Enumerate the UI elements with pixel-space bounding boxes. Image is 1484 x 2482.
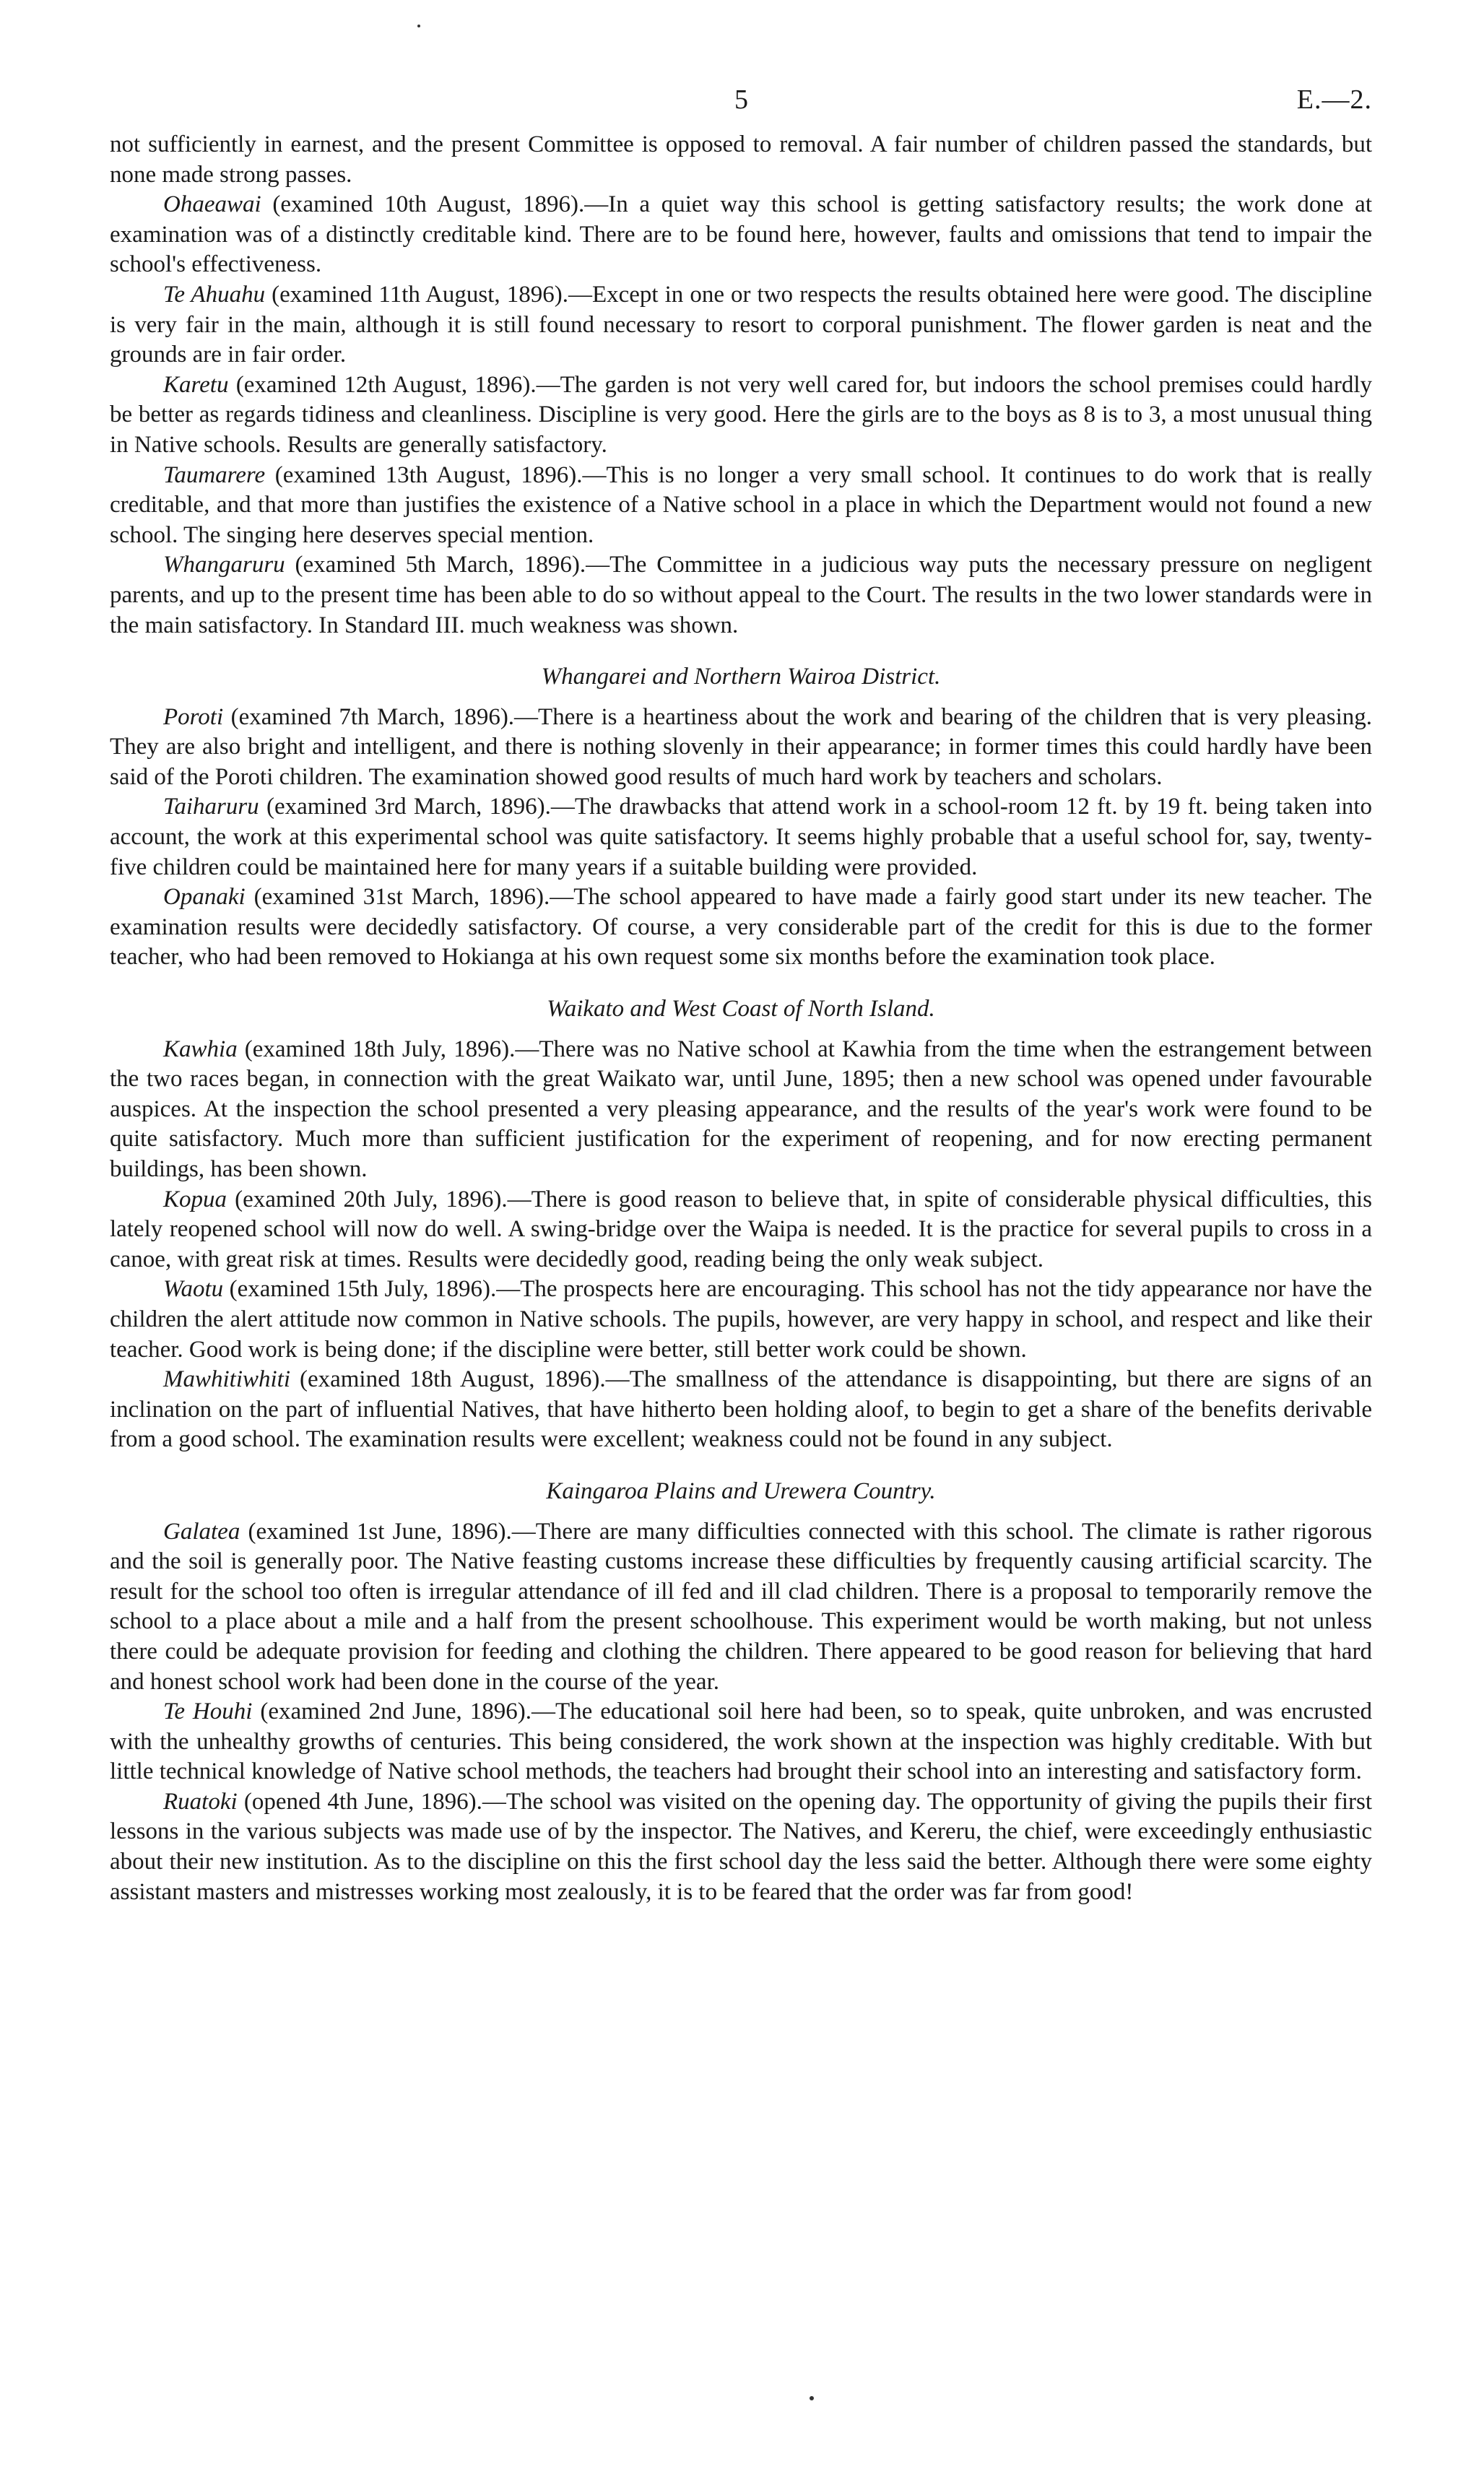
section-whangarei	[110, 662, 1372, 973]
report-text: (examined 5th March, 1896).—The Committee in a judicious way puts the necessary pressure on negligent parents, and up to the present time has been able to do so without appeal to the Court. The results in the two lower standards were in the main satisfactory. In Standard III. much weakness was shown.	[110, 552, 1372, 638]
report-text: (examined 11th August, 1896).—Except in one or two respects the results obtained here were good. The discipline is very fair in the main, although it is still found necessary to resort to corporal punishment. The flower garden is neat and the grounds are in fair order.	[110, 281, 1372, 368]
section-heading: Waikato and West Coast of North Island.	[547, 996, 935, 1023]
section-waikato	[110, 994, 1372, 1455]
school-name: Te Ahuahu	[163, 281, 266, 308]
report-text: (examined 3rd March, 1896).—The drawbacks that attend work in a school-room 12 ft. by 19 ft. being taken into account, the work at this experimental school was quite satisfactory. It seems highly probable that a useful school for, say, twenty-five children could be maintained here for many years if a suitable building were provided.	[110, 794, 1372, 880]
document-page	[110, 85, 1372, 1907]
school-name: Poroti	[163, 703, 224, 730]
school-report	[110, 703, 1372, 793]
document-reference: E.—2.	[1296, 84, 1372, 115]
school-report	[110, 1697, 1372, 1787]
report-text: (examined 15th July, 1896).—The prospects here are encouraging. This school has not the tidy appearance nor have the children the alert attitude now common in Native schools. The pupils, however, are very happy in school, and respect and like their teacher. Good work is being done; if the discipline were better, still better work could be shown.	[110, 1276, 1372, 1363]
school-name: Galatea	[163, 1518, 240, 1545]
report-text: (examined 1st June, 1896).—There are many difficulties connected with this school. The climate is rather rigorous and the soil is generally poor. The Native feasting customs increase these difficulties by frequently causing artificial scarcity. The result for the school too often is irregular attendance of ill fed and ill clad children. There is a proposal to temporarily remove the school to a place about a mile and a half from the present schoolhouse. This experiment would be worth making, but not unless there could be adequate provision for feeding and clothing the children. There appeared to be good reason for believing that hard and honest school work had been done in the course of the year.	[110, 1518, 1372, 1695]
school-report	[110, 1035, 1372, 1185]
school-report	[110, 370, 1372, 461]
school-name: Taiharuru	[163, 794, 259, 820]
school-report	[110, 1787, 1372, 1907]
report-text: (examined 13th August, 1896).—This is no longer a very small school. It continues to do work that is really creditable, and that more than justifies the existence of a Native school in a place in which the Department would not found a new school. The singing here deserves special mention.	[110, 461, 1372, 548]
school-name: Kopua	[163, 1186, 227, 1212]
continued-paragraph: not sufficiently in earnest, and the present Committee is opposed to removal. A fair number of children passed the standards, but none made strong passes.	[110, 131, 1372, 188]
school-report	[110, 1275, 1372, 1365]
school-name: Mawhitiwhiti	[163, 1366, 291, 1393]
page-number: 5	[734, 84, 748, 115]
report-text: (examined 12th August, 1896).—The garden is not very well cared for, but indoors the school premises could hardly be better as regards tidiness and cleanliness. Discipline is very good. Here the girls are to the boys as 8 is to 3, a most unusual thing in Native schools. Results are generally satisfactory.	[110, 371, 1372, 458]
report-text: (examined 18th July, 1896).—There was no Native school at Kawhia from the time when the estrangement between the two races began, in connection with the great Waikato war, until June, 1895; then a new school was opened under favourable auspices. At the inspection the school presented a very pleasing appearance, and the results of the year's work were found to be quite satisfactory. Much more than sufficient justification for the experiment of reopening, and for now erecting permanent buildings, has been shown.	[110, 1036, 1372, 1182]
report-text: (examined 7th March, 1896).—There is a heartiness about the work and bearing of the children that is very pleasing. They are also bright and intelligent, and there is nothing slovenly in their appearance; in former times this could hardly have been said of the Poroti children. The examination showed good results of much hard work by teachers and scholars.	[110, 703, 1372, 790]
school-report	[110, 1517, 1372, 1698]
school-report	[110, 792, 1372, 882]
report-text: (examined 31st March, 1896).—The school appeared to have made a fairly good start under its new teacher. The examination results were decidedly satisfactory. Of course, a very considerable part of the credit for this is due to the former teacher, who had been removed to Hokianga at his own request some six months before the examination took place.	[110, 884, 1372, 971]
school-name: Ohaeawai	[163, 191, 261, 218]
section-heading: Kaingaroa Plains and Urewera Country.	[546, 1478, 936, 1504]
printing-mark-top	[417, 25, 420, 27]
school-report	[110, 461, 1372, 551]
report-text: (examined 20th July, 1896).—There is good reason to believe that, in spite of considerable physical difficulties, this lately reopened school will now do well. A swing-bridge over the Waipa is needed. It is the practice for several pupils to cross in a canoe, with great risk at times. Results were decidedly good, reading being the only weak subject.	[110, 1186, 1372, 1272]
section-northern	[110, 190, 1372, 641]
school-report	[110, 882, 1372, 973]
school-report	[110, 1365, 1372, 1455]
school-name: Whangaruru	[163, 552, 285, 578]
school-report	[110, 190, 1372, 280]
school-name: Karetu	[163, 371, 229, 398]
school-report	[110, 1185, 1372, 1275]
report-text: (opened 4th June, 1896).—The school was visited on the opening day. The opportunity of giving the pupils their first lessons in the various subjects was made use of by the inspector. The Natives, and Kereru, the chief, were exceedingly enthusiastic about their new institution. As to the discipline on this the first school day the less said the better. Although there were some eighty assistant masters and mistresses working most zealously, it is to be feared that the order was far from good!	[110, 1788, 1372, 1905]
school-name: Opanaki	[163, 884, 246, 911]
section-heading: Whangarei and Northern Wairoa District.	[541, 664, 941, 690]
school-report	[110, 550, 1372, 641]
school-name: Taumarere	[163, 461, 266, 488]
school-report	[110, 280, 1372, 370]
school-name: Te Houhi	[163, 1698, 253, 1725]
report-text: (examined 2nd June, 1896).—The educational soil here had been, so to speak, quite unbroken, and was encrusted with the unhealthy growths of centuries. This being considered, the work shown at the inspection was highly creditable. With but little technical knowledge of Native school methods, the teachers had brought their school into an interesting and satisfactory form.	[110, 1698, 1372, 1785]
section-kaingaroa	[110, 1477, 1372, 1907]
report-text: (examined 18th August, 1896).—The smallness of the attendance is disappointing, but there are signs of an inclination on the part of influential Natives, that have hitherto been holding aloof, to begin to get a share of the benefits derivable from a good school. The examination results were excellent; weakness could not be found in any subject.	[110, 1366, 1372, 1453]
school-name: Kawhia	[163, 1036, 238, 1062]
page-header	[110, 85, 1372, 130]
school-name: Ruatoki	[163, 1788, 238, 1815]
report-text: (examined 10th August, 1896).—In a quiet way this school is getting satisfactory results; the work done at examination was of a distinctly creditable kind. There are to be found here, however, faults and omissions that tend to impair the school's effectiveness.	[110, 191, 1372, 278]
printing-mark-bottom	[810, 2396, 814, 2400]
school-name: Waotu	[163, 1276, 224, 1303]
